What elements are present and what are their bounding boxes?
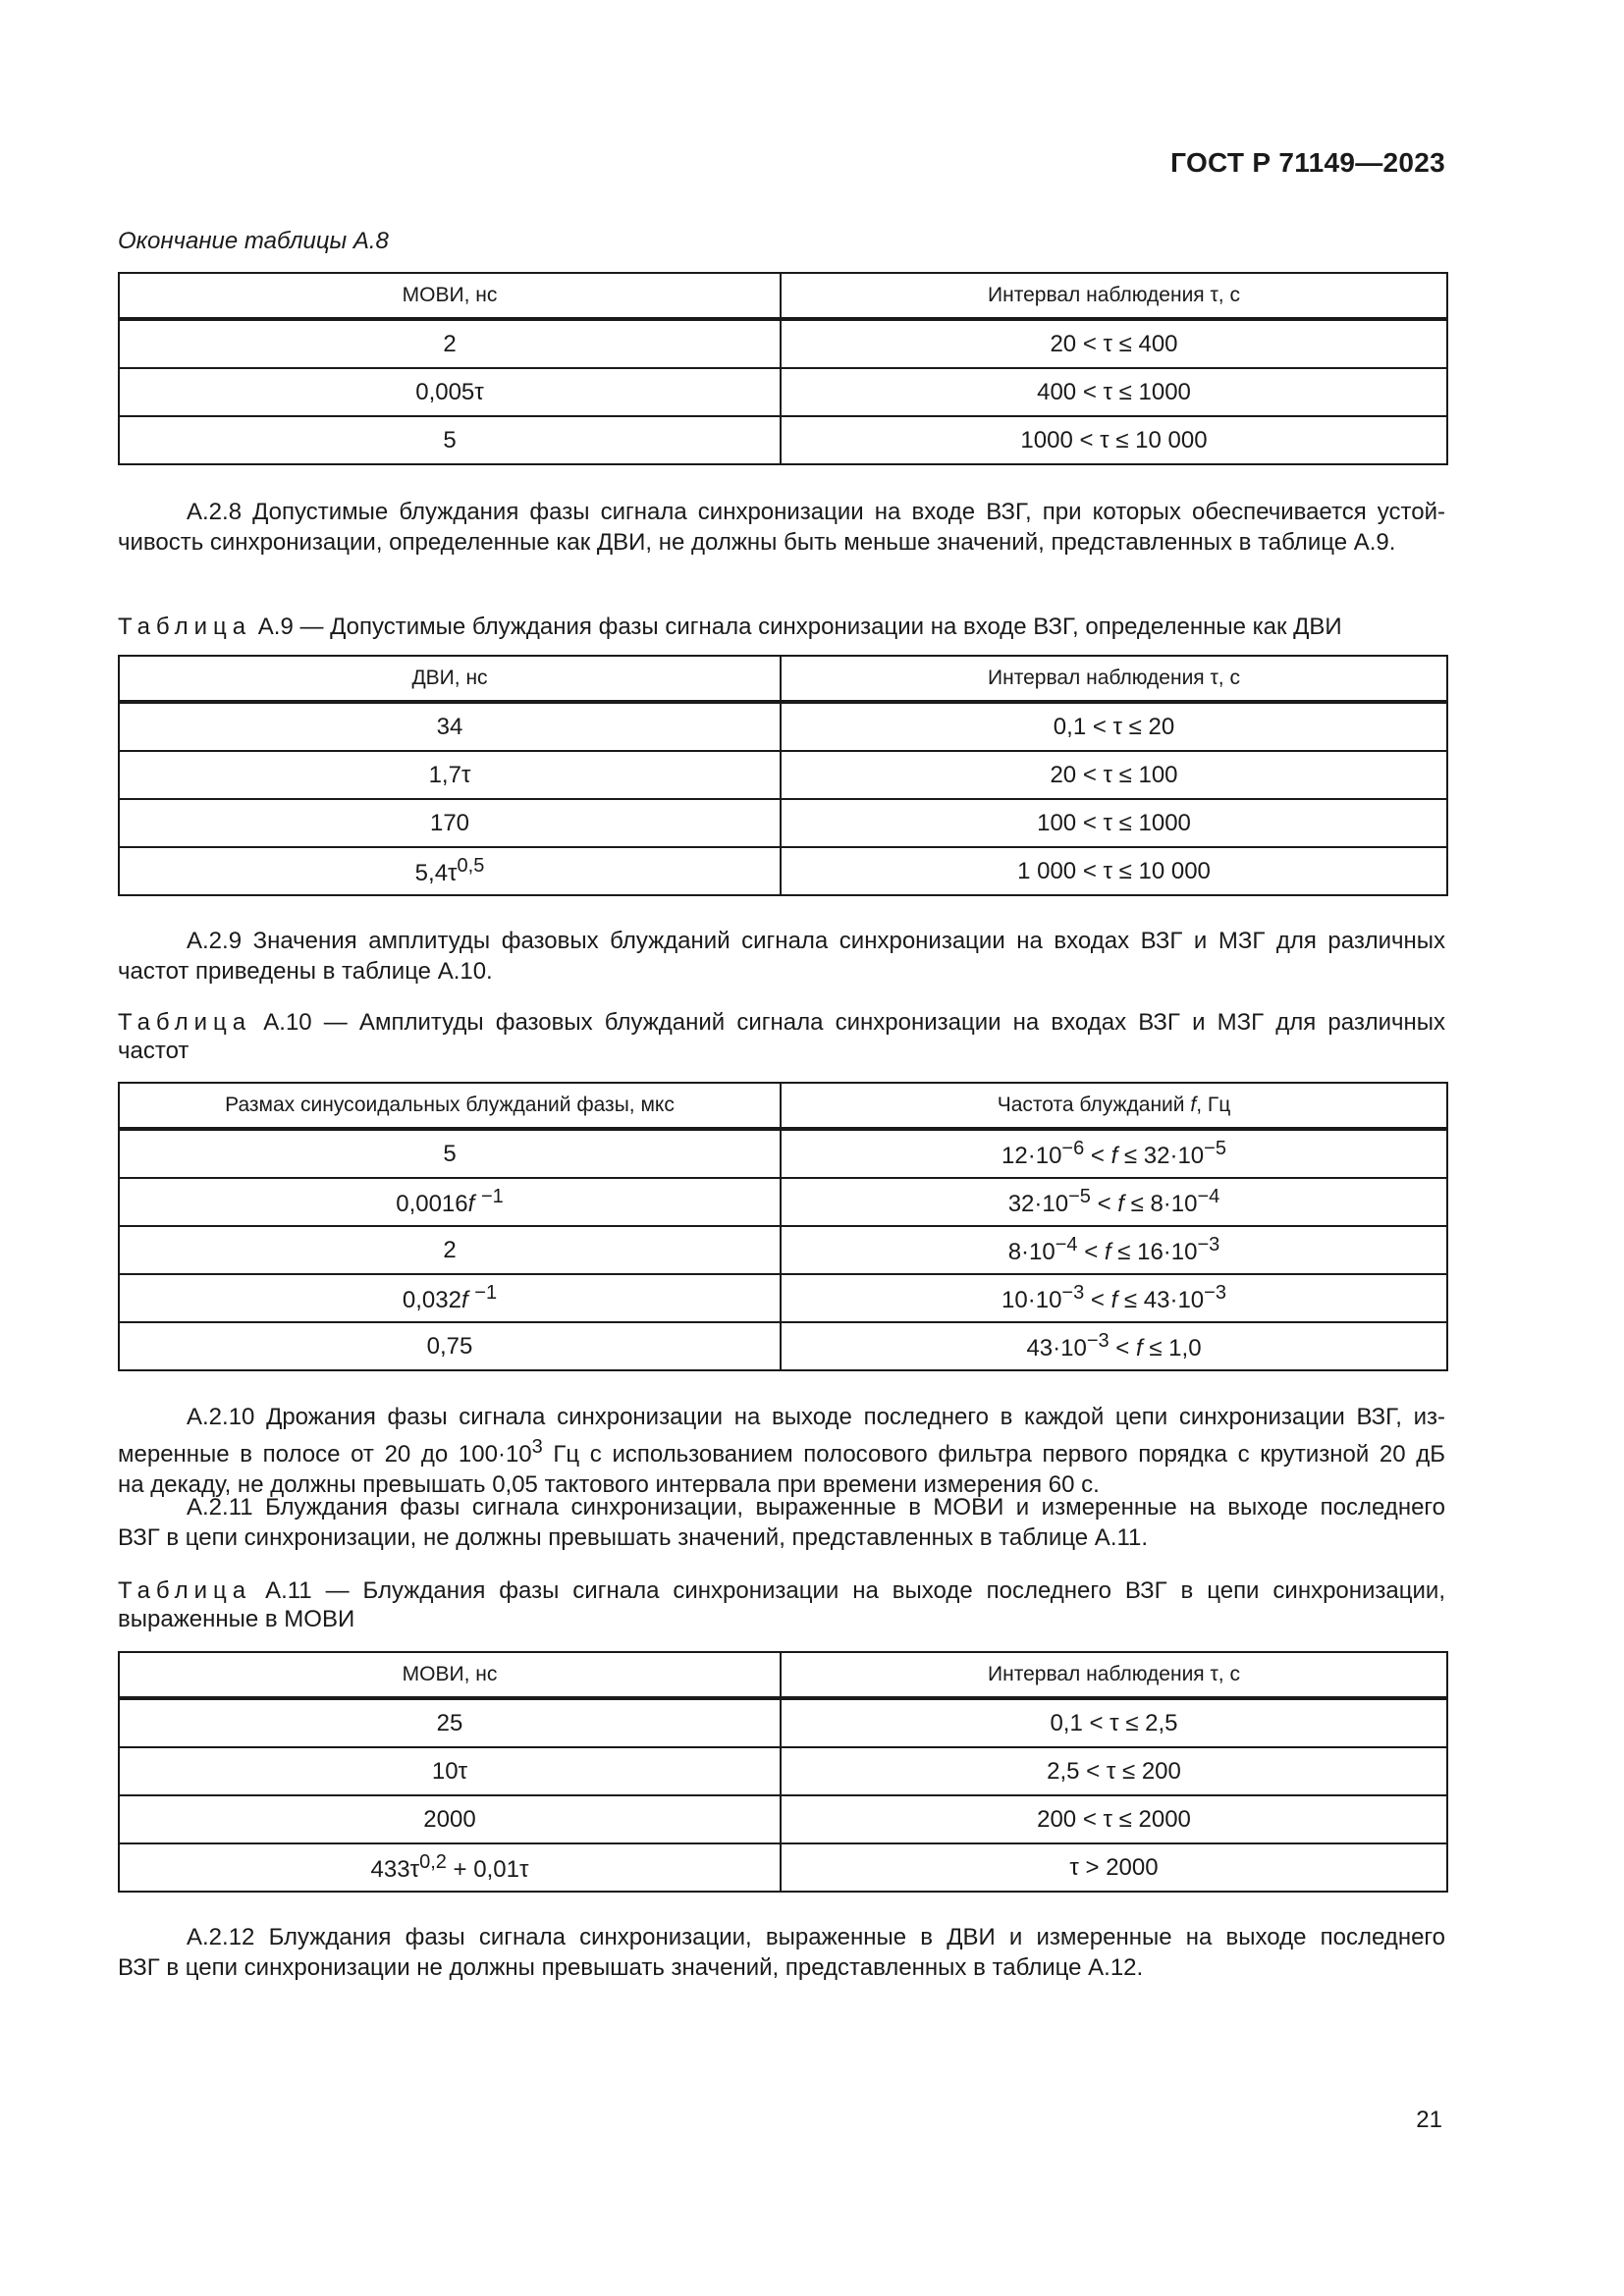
table-a10-title: А.10 — Амплитуды фазовых блужданий сигнала синхронизации на входах ВЗГ и МЗГ для различных: [263, 1009, 1445, 1036]
table-cell: $43\cdot 10^{-3} < f \le 1,0$: [781, 1322, 1447, 1370]
table-cell: 0,1 < τ ≤ 2,5: [781, 1698, 1447, 1747]
table-cell: 0,032f $^{-1}$: [119, 1274, 781, 1322]
table-a9: [118, 655, 1448, 896]
table-cell: 2: [119, 319, 781, 368]
paragraph-line: А.2.10 Дрожания фазы сигнала синхронизации на выходе последнего в каждой цепи синхронизации ВЗГ, из-: [187, 1404, 1445, 1430]
table-header-cell: Размах синусоидальных блужданий фазы, мкс: [119, 1083, 781, 1129]
table-label: Таблица: [118, 1009, 252, 1036]
table-row: [119, 702, 1447, 751]
table-cell: 100 < τ ≤ 1000: [781, 799, 1447, 847]
table-cell: 34: [119, 702, 781, 751]
table-cell: 1 000 < τ ≤ 10 000: [781, 847, 1447, 895]
table-cell: 170: [119, 799, 781, 847]
table-row: [119, 319, 1447, 368]
table-cell: 1000 < τ ≤ 10 000: [781, 416, 1447, 464]
table-row: [119, 1178, 1447, 1226]
paragraph-a-2-9: [118, 926, 1445, 987]
table-row: [119, 1226, 1447, 1274]
table-row: [119, 368, 1447, 416]
table-cell: 0,75: [119, 1322, 781, 1370]
table-a10-title-cont: частот: [118, 1038, 189, 1064]
table-row: [119, 1795, 1447, 1843]
table-header-cell: МОВИ, нс: [119, 273, 781, 319]
table-cell: 2,5 < τ ≤ 200: [781, 1747, 1447, 1795]
table-label: Таблица: [118, 614, 252, 640]
table-cell: $10\cdot 10^{-3} < f \le 43\cdot 10^{-3}$: [781, 1274, 1447, 1322]
table-cell: 20 < τ ≤ 100: [781, 751, 1447, 799]
table-header-cell: Интервал наблюдения τ, с: [781, 273, 1447, 319]
table-cell: 1,7τ: [119, 751, 781, 799]
paragraph-line: А.2.8 Допустимые блуждания фазы сигнала синхронизации на входе ВЗГ, при которых обеспечивается устой-: [187, 499, 1445, 525]
table-cell: $433\tau^{0,2} + 0,01\tau$: [119, 1843, 781, 1892]
paragraph-line: ВЗГ в цепи синхронизации, не должны превышать значений, представленных в таблице А.11.: [118, 1524, 1149, 1551]
table-header-cell: Частота блужданий f, Гц: [781, 1083, 1447, 1129]
table-cell: 0,1 < τ ≤ 20: [781, 702, 1447, 751]
table-row: [119, 1322, 1447, 1370]
table-header-cell: Интервал наблюдения τ, с: [781, 1652, 1447, 1698]
table-a11-title: А.11 — Блуждания фазы сигнала синхронизации на выходе последнего ВЗГ в цепи синхронизации,: [265, 1577, 1446, 1604]
table-row: [119, 799, 1447, 847]
table-a8-caption: Окончание таблицы А.8: [118, 228, 389, 254]
table-cell: $12\cdot 10^{-6} < f \le 32\cdot 10^{-5}$: [781, 1129, 1447, 1178]
table-cell: $32\cdot 10^{-5} < f \le 8\cdot 10^{-4}$: [781, 1178, 1447, 1226]
paragraph-line: А.2.9 Значения амплитуды фазовых блужданий сигнала синхронизации на входах ВЗГ и МЗГ для различных: [187, 928, 1445, 954]
table-cell: 2000: [119, 1795, 781, 1843]
table-row: [119, 751, 1447, 799]
table-row: [119, 1698, 1447, 1747]
paragraph-line: частот приведены в таблице А.10.: [118, 958, 493, 985]
table-cell: 25: [119, 1698, 781, 1747]
paragraph-line: меренные в полосе от 20 до $100\cdot 10^3$ Гц с использованием полосового фильтра первого порядка с крутизной 20 дБ: [118, 1436, 1445, 1468]
table-cell: 2: [119, 1226, 781, 1274]
table-cell: $8\cdot 10^{-4} < f \le 16\cdot 10^{-3}$: [781, 1226, 1447, 1274]
table-header-cell: Интервал наблюдения τ, с: [781, 656, 1447, 702]
table-cell: 20 < τ ≤ 400: [781, 319, 1447, 368]
paragraph-a-2-11: [118, 1492, 1445, 1553]
paragraph-a-2-12: [118, 1922, 1445, 1983]
table-cell: $5,4\tau^{0,5}$: [119, 847, 781, 895]
paragraph-line: чивость синхронизации, определенные как ДВИ, не должны быть меньше значений, представленных в таблице А.9.: [118, 529, 1396, 556]
paragraph-line: А.2.12 Блуждания фазы сигнала синхронизации, выраженные в ДВИ и измеренные на выходе последнего: [187, 1924, 1445, 1950]
paragraph-line: А.2.11 Блуждания фазы сигнала синхронизации, выраженные в МОВИ и измеренные на выходе последнего: [187, 1494, 1445, 1521]
table-cell: 5: [119, 416, 781, 464]
table-cell: 400 < τ ≤ 1000: [781, 368, 1447, 416]
table-row: [119, 1747, 1447, 1795]
table-a11: [118, 1651, 1448, 1893]
table-label: Таблица: [118, 1577, 252, 1604]
table-row: [119, 1274, 1447, 1322]
paragraph-line: на декаду, не должны превышать 0,05 тактового интервала при времени измерения 60 с.: [118, 1471, 1100, 1498]
table-header-cell: МОВИ, нс: [119, 1652, 781, 1698]
table-a10-caption: [118, 1008, 1445, 1065]
table-a10: [118, 1082, 1448, 1371]
table-cell: 5: [119, 1129, 781, 1178]
table-a9-caption: [118, 613, 1445, 641]
table-row: [119, 1129, 1447, 1178]
paragraph-a-2-8: [118, 497, 1445, 558]
table-a11-title-cont: выраженные в МОВИ: [118, 1606, 355, 1632]
document-code: ГОСТ Р 71149—2023: [1170, 147, 1445, 178]
table-a11-caption: [118, 1576, 1445, 1633]
table-cell: 0,0016f $^{-1}$: [119, 1178, 781, 1226]
table-a8: [118, 272, 1448, 465]
table-header-cell: ДВИ, нс: [119, 656, 781, 702]
table-row: [119, 1843, 1447, 1892]
paragraph-line: ВЗГ в цепи синхронизации не должны превышать значений, представленных в таблице А.12.: [118, 1954, 1144, 1981]
table-row: [119, 847, 1447, 895]
table-cell: 10τ: [119, 1747, 781, 1795]
table-cell: 0,005τ: [119, 368, 781, 416]
paragraph-a-2-10: [118, 1402, 1445, 1500]
table-cell: 200 < τ ≤ 2000: [781, 1795, 1447, 1843]
table-cell: τ > 2000: [781, 1843, 1447, 1892]
table-row: [119, 416, 1447, 464]
table-a9-title: А.9 — Допустимые блуждания фазы сигнала синхронизации на входе ВЗГ, определенные как ДВИ: [257, 614, 1342, 640]
page-number: 21: [1416, 2107, 1442, 2133]
